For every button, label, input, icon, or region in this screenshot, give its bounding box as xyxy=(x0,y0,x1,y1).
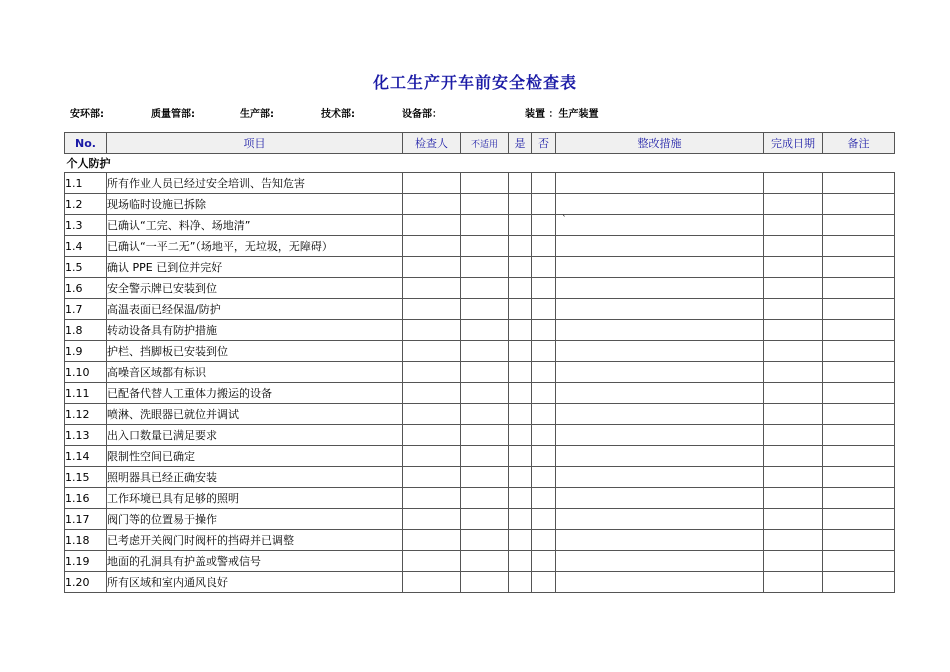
row-number: 1.18 xyxy=(65,530,107,551)
row-number: 1.10 xyxy=(65,362,107,383)
date-cell[interactable] xyxy=(764,173,823,194)
inspector-cell[interactable] xyxy=(403,446,461,467)
row-number: 1.13 xyxy=(65,425,107,446)
yes-cell[interactable] xyxy=(509,299,532,320)
not-applicable-cell[interactable] xyxy=(461,236,509,257)
row-number: 1.9 xyxy=(65,341,107,362)
remarks-cell[interactable] xyxy=(823,572,895,593)
no-cell[interactable] xyxy=(532,425,556,446)
date-cell[interactable] xyxy=(764,551,823,572)
date-cell[interactable] xyxy=(764,425,823,446)
row-item: 喷淋、洗眼器已就位并调试 xyxy=(107,404,403,425)
date-cell[interactable] xyxy=(764,215,823,236)
table-row xyxy=(65,488,895,509)
table-row xyxy=(65,467,895,488)
row-number: 1.2 xyxy=(65,194,107,215)
table-row xyxy=(65,383,895,404)
row-number: 1.14 xyxy=(65,446,107,467)
not-applicable-cell[interactable] xyxy=(461,404,509,425)
inspector-cell[interactable] xyxy=(403,236,461,257)
date-cell[interactable] xyxy=(764,278,823,299)
date-cell[interactable] xyxy=(764,488,823,509)
dept-label-unit: 装置 ：生产装置 xyxy=(525,109,599,120)
no-cell[interactable] xyxy=(532,551,556,572)
row-number: 1.11 xyxy=(65,383,107,404)
row-number: 1.8 xyxy=(65,320,107,341)
measures-cell[interactable] xyxy=(556,194,764,215)
header-no: No. xyxy=(65,133,107,154)
row-number: 1.12 xyxy=(65,404,107,425)
row-item: 工作环境已具有足够的照明 xyxy=(107,488,403,509)
not-applicable-cell[interactable] xyxy=(461,572,509,593)
row-item: 已考虑开关阀门时阀杆的挡碍并已调整 xyxy=(107,530,403,551)
row-number: 1.17 xyxy=(65,509,107,530)
measures-cell[interactable] xyxy=(556,299,764,320)
row-number: 1.7 xyxy=(65,299,107,320)
header-measures: 整改措施 xyxy=(556,133,764,154)
table-row xyxy=(65,530,895,551)
row-item: 出入口数量已满足要求 xyxy=(107,425,403,446)
no-cell[interactable] xyxy=(532,341,556,362)
yes-cell[interactable] xyxy=(509,215,532,236)
row-item: 高温表面已经保温/防护 xyxy=(107,299,403,320)
inspector-cell[interactable] xyxy=(403,425,461,446)
yes-cell[interactable] xyxy=(509,404,532,425)
row-item: 现场临时设施已拆除 xyxy=(107,194,403,215)
measures-cell[interactable] xyxy=(556,362,764,383)
date-cell[interactable] xyxy=(764,341,823,362)
dept-label-safety: 安环部: xyxy=(70,109,104,120)
inspector-cell[interactable] xyxy=(403,320,461,341)
inspector-cell[interactable] xyxy=(403,215,461,236)
yes-cell[interactable] xyxy=(509,488,532,509)
yes-cell[interactable] xyxy=(509,257,532,278)
dept-label-technical: 技术部: xyxy=(321,109,355,120)
row-number: 1.20 xyxy=(65,572,107,593)
no-cell[interactable] xyxy=(532,173,556,194)
not-applicable-cell[interactable] xyxy=(461,173,509,194)
not-applicable-cell[interactable] xyxy=(461,425,509,446)
section-title: 个人防护 xyxy=(65,154,895,173)
remarks-cell[interactable] xyxy=(823,530,895,551)
row-item: 确认 PPE 已到位并完好 xyxy=(107,257,403,278)
measures-cell[interactable] xyxy=(556,488,764,509)
remarks-cell[interactable] xyxy=(823,299,895,320)
no-cell[interactable] xyxy=(532,488,556,509)
row-item: 转动设备具有防护措施 xyxy=(107,320,403,341)
not-applicable-cell[interactable] xyxy=(461,257,509,278)
measures-cell[interactable] xyxy=(556,257,764,278)
remarks-cell[interactable] xyxy=(823,173,895,194)
row-item: 安全警示牌已安装到位 xyxy=(107,278,403,299)
inspector-cell[interactable] xyxy=(403,551,461,572)
remarks-cell[interactable] xyxy=(823,551,895,572)
date-cell[interactable] xyxy=(764,509,823,530)
no-cell[interactable] xyxy=(532,215,556,236)
no-cell[interactable] xyxy=(532,299,556,320)
not-applicable-cell[interactable] xyxy=(461,446,509,467)
inspector-cell[interactable] xyxy=(403,404,461,425)
date-cell[interactable] xyxy=(764,467,823,488)
no-cell[interactable] xyxy=(532,404,556,425)
no-cell[interactable] xyxy=(532,467,556,488)
date-cell[interactable] xyxy=(764,383,823,404)
measures-cell[interactable] xyxy=(556,551,764,572)
inspector-cell[interactable] xyxy=(403,173,461,194)
measures-cell[interactable] xyxy=(556,215,764,236)
no-cell[interactable] xyxy=(532,509,556,530)
row-item: 已配备代替人工重体力搬运的设备 xyxy=(107,383,403,404)
row-item: 已确认“一平二无”（场地平，无垃圾，无障碍） xyxy=(107,236,403,257)
row-number: 1.6 xyxy=(65,278,107,299)
page-title: 化工生产开车前安全检查表 xyxy=(372,73,577,92)
table-row xyxy=(65,551,895,572)
header-inspector: 检查人 xyxy=(403,133,461,154)
not-applicable-cell[interactable] xyxy=(461,362,509,383)
no-cell[interactable] xyxy=(532,236,556,257)
row-number: 1.3 xyxy=(65,215,107,236)
remarks-cell[interactable] xyxy=(823,404,895,425)
yes-cell[interactable] xyxy=(509,362,532,383)
remarks-cell[interactable] xyxy=(823,278,895,299)
measures-cell[interactable] xyxy=(556,509,764,530)
date-cell[interactable] xyxy=(764,572,823,593)
row-item: 护栏、挡脚板已安装到位 xyxy=(107,341,403,362)
measures-cell[interactable] xyxy=(556,404,764,425)
no-cell[interactable] xyxy=(532,320,556,341)
inspector-cell[interactable] xyxy=(403,341,461,362)
inspector-cell[interactable] xyxy=(403,572,461,593)
not-applicable-cell[interactable] xyxy=(461,320,509,341)
measures-cell[interactable] xyxy=(556,425,764,446)
not-applicable-cell[interactable] xyxy=(461,278,509,299)
header-item: 项目 xyxy=(107,133,403,154)
no-cell[interactable] xyxy=(532,194,556,215)
yes-cell[interactable] xyxy=(509,194,532,215)
yes-cell[interactable] xyxy=(509,446,532,467)
no-cell[interactable] xyxy=(532,278,556,299)
inspector-cell[interactable] xyxy=(403,509,461,530)
table-row xyxy=(65,341,895,362)
date-cell[interactable] xyxy=(764,299,823,320)
row-item: 所有作业人员已经过安全培训、告知危害 xyxy=(107,173,403,194)
checklist-table xyxy=(64,132,895,593)
row-item: 高噪音区域都有标识 xyxy=(107,362,403,383)
remarks-cell[interactable] xyxy=(823,320,895,341)
date-cell[interactable] xyxy=(764,320,823,341)
not-applicable-cell[interactable] xyxy=(461,383,509,404)
remarks-cell[interactable] xyxy=(823,236,895,257)
measures-cell[interactable] xyxy=(556,278,764,299)
section-row xyxy=(65,154,895,173)
header-date: 完成日期 xyxy=(764,133,823,154)
table-row xyxy=(65,320,895,341)
inspector-cell[interactable] xyxy=(403,257,461,278)
table-row xyxy=(65,173,895,194)
yes-cell[interactable] xyxy=(509,341,532,362)
yes-cell[interactable] xyxy=(509,383,532,404)
header-row xyxy=(65,133,895,154)
not-applicable-cell[interactable] xyxy=(461,341,509,362)
table-row xyxy=(65,572,895,593)
date-cell[interactable] xyxy=(764,236,823,257)
measures-cell[interactable] xyxy=(556,236,764,257)
yes-cell[interactable] xyxy=(509,509,532,530)
row-item: 阀门等的位置易于操作 xyxy=(107,509,403,530)
row-number: 1.4 xyxy=(65,236,107,257)
table-row xyxy=(65,215,895,236)
no-cell[interactable] xyxy=(532,446,556,467)
measures-cell[interactable] xyxy=(556,446,764,467)
table-row xyxy=(65,299,895,320)
remarks-cell[interactable] xyxy=(823,467,895,488)
table-row xyxy=(65,194,895,215)
not-applicable-cell[interactable] xyxy=(461,551,509,572)
inspector-cell[interactable] xyxy=(403,488,461,509)
inspector-cell[interactable] xyxy=(403,467,461,488)
row-number: 1.15 xyxy=(65,467,107,488)
yes-cell[interactable] xyxy=(509,236,532,257)
row-number: 1.16 xyxy=(65,488,107,509)
inspector-cell[interactable] xyxy=(403,299,461,320)
yes-cell[interactable] xyxy=(509,278,532,299)
measures-cell[interactable] xyxy=(556,383,764,404)
row-item: 所有区域和室内通风良好 xyxy=(107,572,403,593)
inspector-cell[interactable] xyxy=(403,383,461,404)
remarks-cell[interactable] xyxy=(823,341,895,362)
measures-cell[interactable] xyxy=(556,320,764,341)
table-row xyxy=(65,257,895,278)
yes-cell[interactable] xyxy=(509,320,532,341)
header-not-applicable: 不适用 xyxy=(461,133,509,154)
yes-cell[interactable] xyxy=(509,173,532,194)
remarks-cell[interactable] xyxy=(823,383,895,404)
inspector-cell[interactable] xyxy=(403,362,461,383)
not-applicable-cell[interactable] xyxy=(461,467,509,488)
no-cell[interactable] xyxy=(532,530,556,551)
row-number: 1.19 xyxy=(65,551,107,572)
remarks-cell[interactable] xyxy=(823,446,895,467)
not-applicable-cell[interactable] xyxy=(461,215,509,236)
row-item: 照明器具已经正确安装 xyxy=(107,467,403,488)
table-row xyxy=(65,404,895,425)
not-applicable-cell[interactable] xyxy=(461,509,509,530)
date-cell[interactable] xyxy=(764,446,823,467)
header-remarks: 备注 xyxy=(823,133,895,154)
no-cell[interactable] xyxy=(532,572,556,593)
remarks-cell[interactable] xyxy=(823,215,895,236)
inspector-cell[interactable] xyxy=(403,194,461,215)
measures-cell[interactable] xyxy=(556,467,764,488)
dept-label-equipment: 设备部： xyxy=(402,109,442,120)
row-item: 地面的孔洞具有护盖或警戒信号 xyxy=(107,551,403,572)
dept-label-quality: 质量管部: xyxy=(151,109,195,120)
date-cell[interactable] xyxy=(764,257,823,278)
row-number: 1.5 xyxy=(65,257,107,278)
row-number: 1.1 xyxy=(65,173,107,194)
inspector-cell[interactable] xyxy=(403,278,461,299)
yes-cell[interactable] xyxy=(509,425,532,446)
not-applicable-cell[interactable] xyxy=(461,488,509,509)
stray-mark: ` xyxy=(562,215,567,225)
date-cell[interactable] xyxy=(764,404,823,425)
yes-cell[interactable] xyxy=(509,467,532,488)
table-row xyxy=(65,446,895,467)
table-row xyxy=(65,278,895,299)
measures-cell[interactable] xyxy=(556,530,764,551)
date-cell[interactable] xyxy=(764,530,823,551)
table-row xyxy=(65,362,895,383)
row-item: 限制性空间已确定 xyxy=(107,446,403,467)
yes-cell[interactable] xyxy=(509,551,532,572)
remarks-cell[interactable] xyxy=(823,488,895,509)
remarks-cell[interactable] xyxy=(823,509,895,530)
no-cell[interactable] xyxy=(532,383,556,404)
remarks-cell[interactable] xyxy=(823,362,895,383)
remarks-cell[interactable] xyxy=(823,257,895,278)
not-applicable-cell[interactable] xyxy=(461,194,509,215)
yes-cell[interactable] xyxy=(509,530,532,551)
inspector-cell[interactable] xyxy=(403,530,461,551)
yes-cell[interactable] xyxy=(509,572,532,593)
remarks-cell[interactable] xyxy=(823,425,895,446)
header-yes: 是 xyxy=(509,133,532,154)
measures-cell[interactable] xyxy=(556,572,764,593)
no-cell[interactable] xyxy=(532,362,556,383)
header-no-col: 否 xyxy=(532,133,556,154)
row-item: 已确认“工完、料净、场地清” xyxy=(107,215,403,236)
not-applicable-cell[interactable] xyxy=(461,530,509,551)
dept-label-production: 生产部: xyxy=(240,109,274,120)
table-row xyxy=(65,509,895,530)
measures-cell[interactable] xyxy=(556,173,764,194)
measures-cell[interactable] xyxy=(556,341,764,362)
table-row xyxy=(65,236,895,257)
not-applicable-cell[interactable] xyxy=(461,299,509,320)
remarks-cell[interactable] xyxy=(823,194,895,215)
date-cell[interactable] xyxy=(764,362,823,383)
no-cell[interactable] xyxy=(532,257,556,278)
table-row xyxy=(65,425,895,446)
date-cell[interactable] xyxy=(764,194,823,215)
